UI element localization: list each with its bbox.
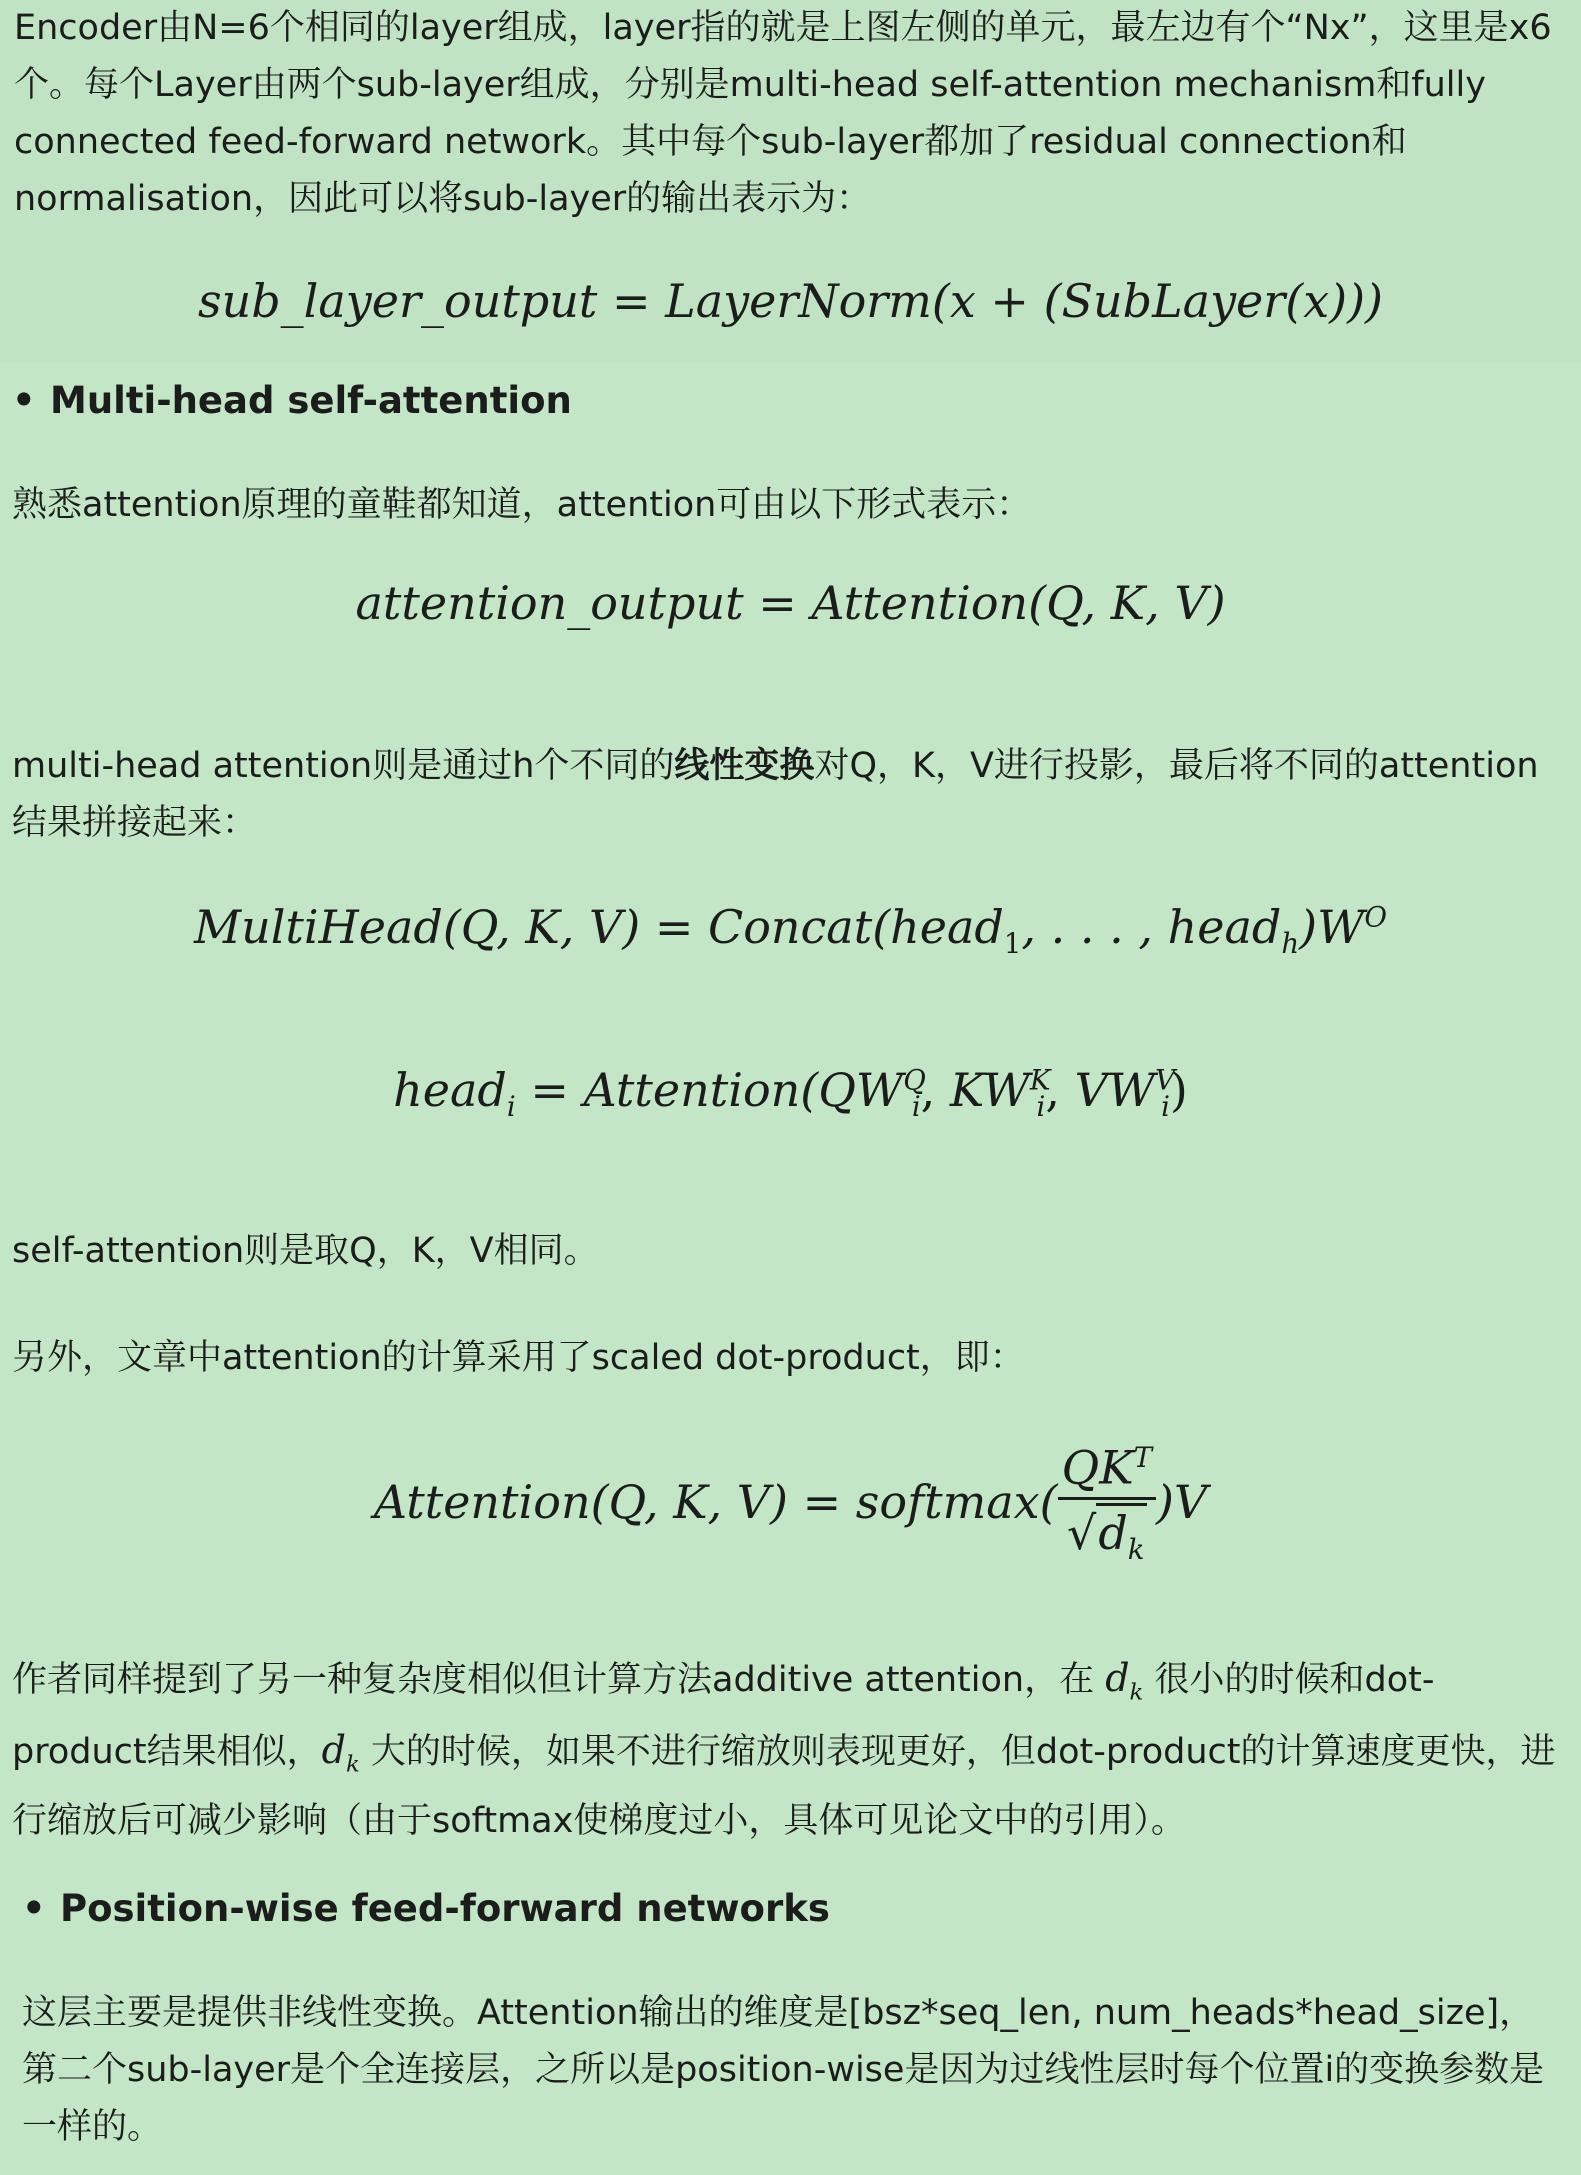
self-attention-paragraph: self-attention则是取Q，K，V相同。: [12, 1231, 599, 1271]
eq4-rhs: Attention(QW: [583, 1063, 904, 1117]
para6-c: 大的时候，如果不进行缩放则表现更好，但dot-product的计算速度更快，进行缩放后可减少影响（由于softmax使梯度过小，具体可见论文中的引用）。: [12, 1731, 1556, 1842]
eq4-lhs: head: [393, 1063, 507, 1117]
para6-var2: d: [321, 1727, 346, 1772]
eq3-sup: O: [1364, 900, 1388, 934]
para6-a: 作者同样提到了另一种复杂度相似但计算方法additive attention，在: [12, 1660, 1106, 1700]
eq3-rhs-b: , . . . , head: [1021, 900, 1282, 954]
eq3-rhs-c: )W: [1299, 900, 1365, 954]
heading-ffn: [22, 1880, 830, 1937]
attention-intro-paragraph: 熟悉attention原理的童鞋都知道，attention可由以下形式表示：: [12, 485, 1032, 525]
eq2-rhs: Attention(Q, K, V): [811, 576, 1226, 630]
eq5-fraction: [1058, 1428, 1156, 1584]
eq5-den-sub: k: [1127, 1533, 1145, 1567]
bullet-dot-icon: •: [22, 1887, 46, 1930]
eq5-den: d: [1098, 1506, 1128, 1561]
eq5-tail: )V: [1156, 1474, 1208, 1529]
scaled-dot-product-paragraph: 另外，文章中attention的计算采用了scaled dot-product，即：: [12, 1338, 1025, 1378]
eq3-rhs-a: Concat(head: [708, 900, 1004, 954]
eq5-num-sup: T: [1133, 1441, 1152, 1474]
eq4-k: K: [1029, 1063, 1051, 1097]
attention-output-equation: attention_output = Attention(Q, K, V): [355, 576, 1226, 630]
eq3-sub1: 1: [1003, 927, 1022, 961]
eq3-subh: h: [1281, 927, 1300, 961]
multihead-para-post: 对Q，K，V进行投影，最后将不同的attention结果拼接起来：: [12, 746, 1539, 843]
eq5-fn: softmax(: [855, 1474, 1058, 1529]
head-equation: head$_i$ = $Attention(QW^Q_i$, $KW^K_i$, $VW^V_i$): [393, 1063, 1188, 1124]
heading-ffn-text: Position-wise feed-forward networks: [60, 1887, 830, 1930]
multihead-equation: MultiHead(Q, K, V) = Concat(head$_1$, . . . , $head_h)W^O$: [193, 900, 1388, 961]
sublayer-output-equation: sub_layer_output = LayerNorm(x + (SubLayer(x))): [197, 274, 1384, 328]
additive-attention-paragraph: [12, 1650, 1565, 1850]
multihead-paragraph: [12, 738, 1565, 852]
heading-multihead-text: Multi-head self-attention: [50, 379, 572, 422]
ffn-paragraph: 这层主要是提供非线性变换。Attention输出的维度是[bsz*seq_len, num_heads*head_size]，第二个sub-layer是个全连接层，之所以是position-wise是因为过线性层时每个位置i的变换参数是一样的。: [22, 1993, 1545, 2147]
multihead-para-bold: 线性变换: [674, 746, 815, 786]
eq5-num: QK: [1061, 1440, 1134, 1495]
eq4-lhs-sub: i: [506, 1090, 516, 1124]
encoder-paragraph: Encoder由N=6个相同的layer组成，layer指的就是上图左侧的单元，最左边有个“Nx”，这里是x6个。每个Layer由两个sub-layer组成，分别是multi-head self-attention mechanism和fully connected feed-forward network。其中每个sub-layer都加了residual connection和normalisation，因此可以将sub-layer的输出表示为：: [14, 8, 1552, 219]
eq4-q: Q: [903, 1063, 926, 1097]
eq1-lhs: sub_layer_output: [197, 274, 598, 328]
para6-b: 很小的时候和dot-product结果相似，: [12, 1660, 1435, 1772]
para6-var2-sub: k: [345, 1751, 360, 1778]
eq1-rhs: LayerNorm(x + (SubLayer(x))): [665, 274, 1384, 328]
heading-multihead: [12, 372, 572, 429]
eq3-lhs: MultiHead(Q, K, V): [193, 900, 641, 954]
bullet-dot-icon: •: [12, 379, 36, 422]
eq4-v: V: [1155, 1063, 1176, 1097]
eq4-i1: i: [911, 1090, 921, 1124]
eq2-lhs: attention_output: [355, 576, 744, 630]
para6-var1-sub: k: [1129, 1679, 1144, 1706]
sqrt-icon: √: [1067, 1506, 1097, 1561]
para6-var1: d: [1105, 1656, 1130, 1700]
multihead-para-pre: multi-head attention则是通过h个不同的: [12, 746, 675, 786]
eq4-i3: i: [1161, 1090, 1170, 1124]
eq5-lhs: Attention(Q, K, V): [373, 1474, 788, 1529]
scaled-attention-equation: Attention(Q, K, V) = softmax( $\frac{QK^T}{√d_k}$ )V: [0, 1428, 1581, 1584]
eq4-i2: i: [1036, 1090, 1046, 1124]
